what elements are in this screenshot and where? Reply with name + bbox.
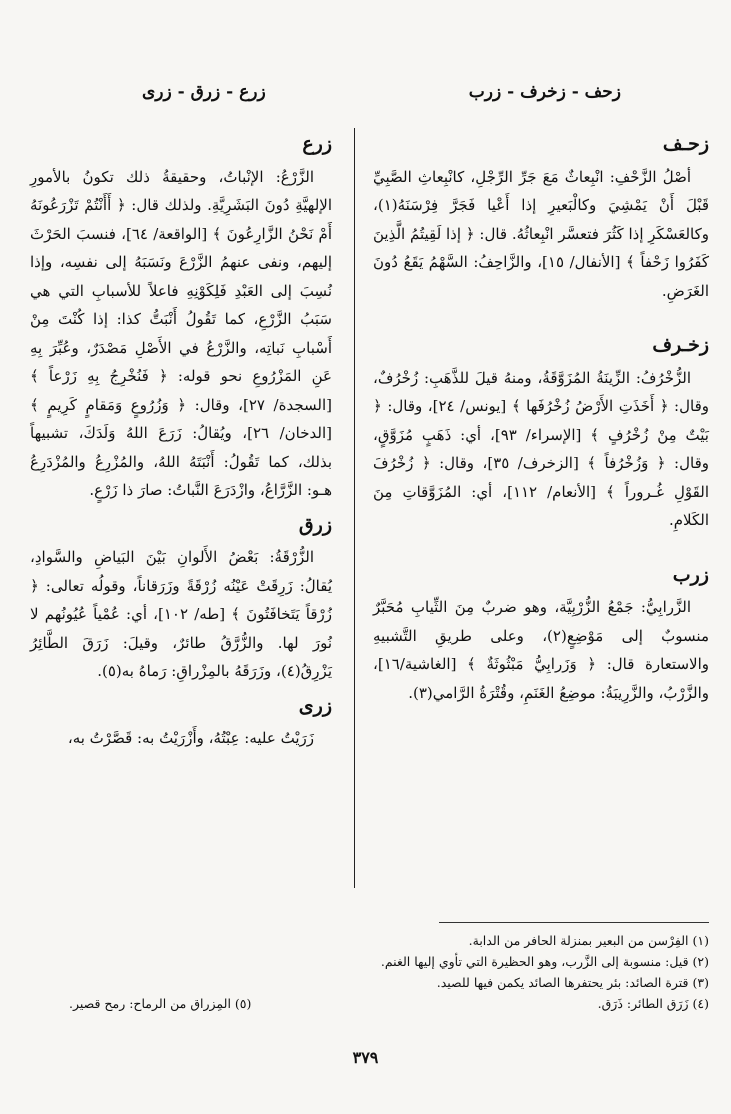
entry-zahf (373, 130, 709, 305)
entry-zar (30, 130, 332, 505)
footnote: (٣) قترة الصائد: بئر يحتفرها الصائد يكمن فيها للصيد. (436, 975, 709, 990)
footnote: (٥) المِزراق من الرماح: رمح قصير. (69, 996, 252, 1011)
entry-text: الزُّخْرُفُ: الزِّينَةُ المُزَوَّقَةُ، ومنهُ قيلَ للذَّهَبِ: زُخْرُفٌ، وقال: ﴿ أَخَذَتِ الأَرْضُ زُخْرُفَها ﴾ [يونس/ ٢٤]، وقال: ﴿ بَيْتٌ مِنْ زُخْرُفٍ ﴾ [الإسراء/ ٩٣]، أي: ذَهَبٍ مُزَوَّقٍ، وقال: ﴿ وَزُخْرُفاً ﴾ [الزخرف/ ٣٥]، وقال: ﴿ زُخْرُفَ القَوْلِ غُـروراً ﴾ [الأنعام/ ١١٢]، أي: المُزَوَّقاتِ مِنَ الكَلامِ. (373, 368, 709, 529)
entry-zukhruf (373, 331, 709, 535)
entry-heading: زخـرف (652, 334, 709, 356)
running-head-left: زرع - زرق - زرى (142, 82, 266, 102)
entry-zarq (30, 511, 332, 686)
footnote: (١) الفِرْسن من البعير بمنزلة الحافر من الدابة. (468, 933, 709, 948)
entry-text: زَرَيْتُ عليه: عِبْتُهُ، وأَزْرَيْتُ به: قَصَّرْتُ به، (67, 729, 314, 747)
entry-text: الزُّرْقَةُ: بَعْضُ الأَلوانِ بَيْنَ البَياضِ والسَّوادِ، يُقالُ: زَرِقَتْ عَيْنُه زُرْقَةً وزَرَقاناً، وقولُه تعالى: ﴿ زُرْقاً يَتَخافَتُونَ ﴾ [طه/ ١٠٢]، أي: عُمْياً عُيُونُهم لا نُورَ لها. والزُّرَّقُ طائرٌ، وقيلَ: زَرَقَ الطَّائِرُ يَزْرِقُ(٤)، وزَرَقَهُ بالمِزْراقِ: رَماهُ به(٥). (30, 548, 332, 680)
footnotes (69, 930, 709, 1014)
footnote: (٤) زَرَق الطائر: ذَرَق. (597, 996, 709, 1011)
footnote: (٢) قيل: منسوبة إلى الزَّرب، وهو الحظيرة التي تأوي إليها الغنم. (380, 954, 709, 969)
entry-heading: زرب (672, 563, 709, 586)
entry-heading: زرق (298, 513, 332, 536)
entry-heading: زحـف (662, 133, 709, 155)
right-column (373, 128, 709, 713)
entry-text: الزَّرابِيُّ: جَمْعُ الزُّرْبِيَّة، وهو ضربٌ مِنَ الثِّيابِ مُحَبَّرٌ منسوبٌ إلى مَوْضِعٍ(٢)، وعلى طريقِ التَّشبيهِ والاستعارة قال: ﴿ وَزَرابِيُّ مَبْثُوثَةٌ ﴾ [الغاشية/١٦]، والزَّرْبُ، والزَّرِيبَةُ: موضِعُ الغَنَمِ، وقُتْرَةُ الرَّامي(٣). (373, 598, 709, 702)
page-number: ٣٧٩ (352, 1048, 379, 1067)
footnote-rule (439, 922, 709, 923)
left-column (30, 128, 332, 759)
entry-text: الزَّرْعُ: الإنْباتُ، وحقيقةُ ذلك تكونُ بالأمورِ الإلهيَّةِ دُونَ البَشَرِيَّةِ. ولذلك قال: ﴿ أَأَنْتُمْ تَزْرَعُونَهُ أَمْ نَحْنُ الزَّارِعُونَ ﴾ [الواقعة/ ٦٤]، فنسبَ الحَرْثَ إليهم، ونفى عنهمُ الزَّرْعَ ونَسَبَهُ إلى نفسِه، وإذا نُسِبَ إلى العَبْدِ فَلِكَوْنِهِ فاعلاً للأسبابِ التي هي سَبَبُ الزَّرْعِ، كما تَقُولُ أَنْبَتُّ كذا: إذا كُنْتَ مِنْ أَسْبابِ نَباتِه، والزَّرْعُ في الأَصْلِ مَصْدَرٌ، وعُبِّرَ بِهِ عَنِ المَزْرُوعِ نحو قوله: ﴿ فَنُخْرِجُ بِهِ زَرْعاً ﴾ [السجدة/ ٢٧]، وقال: ﴿ وَزُرُوعٍ وَمَقامٍ كَرِيمٍ ﴾ [الدخان/ ٢٦]، ويُقالُ: زَرَعَ اللهُ وَلَدَكَ، تشبيهاً بذلك، كما تَقُولُ: أَنْبَتَهُ اللهُ، والمُزْرِعُ والمُزْدَرِعُ هـو: الزَّرَّاعُ، وازْدَرَعَ النَّباتُ: صارَ ذا زَرْعٍ. (30, 167, 332, 499)
entry-heading: زرع (302, 133, 332, 155)
running-head-right: زحف - زخرف - زرب (468, 82, 621, 102)
entry-zarb (373, 561, 709, 708)
entry-heading: زرى (298, 694, 332, 717)
entry-text: أصْلُ الزَّحْفِ: انْبِعاثٌ مَعَ جَرِّ الرِّجْلِ، كانْبِعاثِ الصَّبِيِّ قَبْلَ أَنْ يَمْشِيَ وكالْبَعيرِ إذا أَعْيا فَجَرَّ فِرْسَنَهُ(١)، وكالعَسْكَرِ إذا كَثُرَ فتعسَّر انْبِعاثُهُ. قال: ﴿ إذا لَقِيتُمُ الَّذِينَ كَفَرُوا زَحْفاً ﴾ [الأنفال/ ١٥]، والزَّاحِفُ: السَّهْمُ يَقَعُ دُونَ الغَرَضِ. (373, 167, 709, 300)
entry-zara (30, 692, 332, 753)
column-divider (354, 128, 355, 888)
